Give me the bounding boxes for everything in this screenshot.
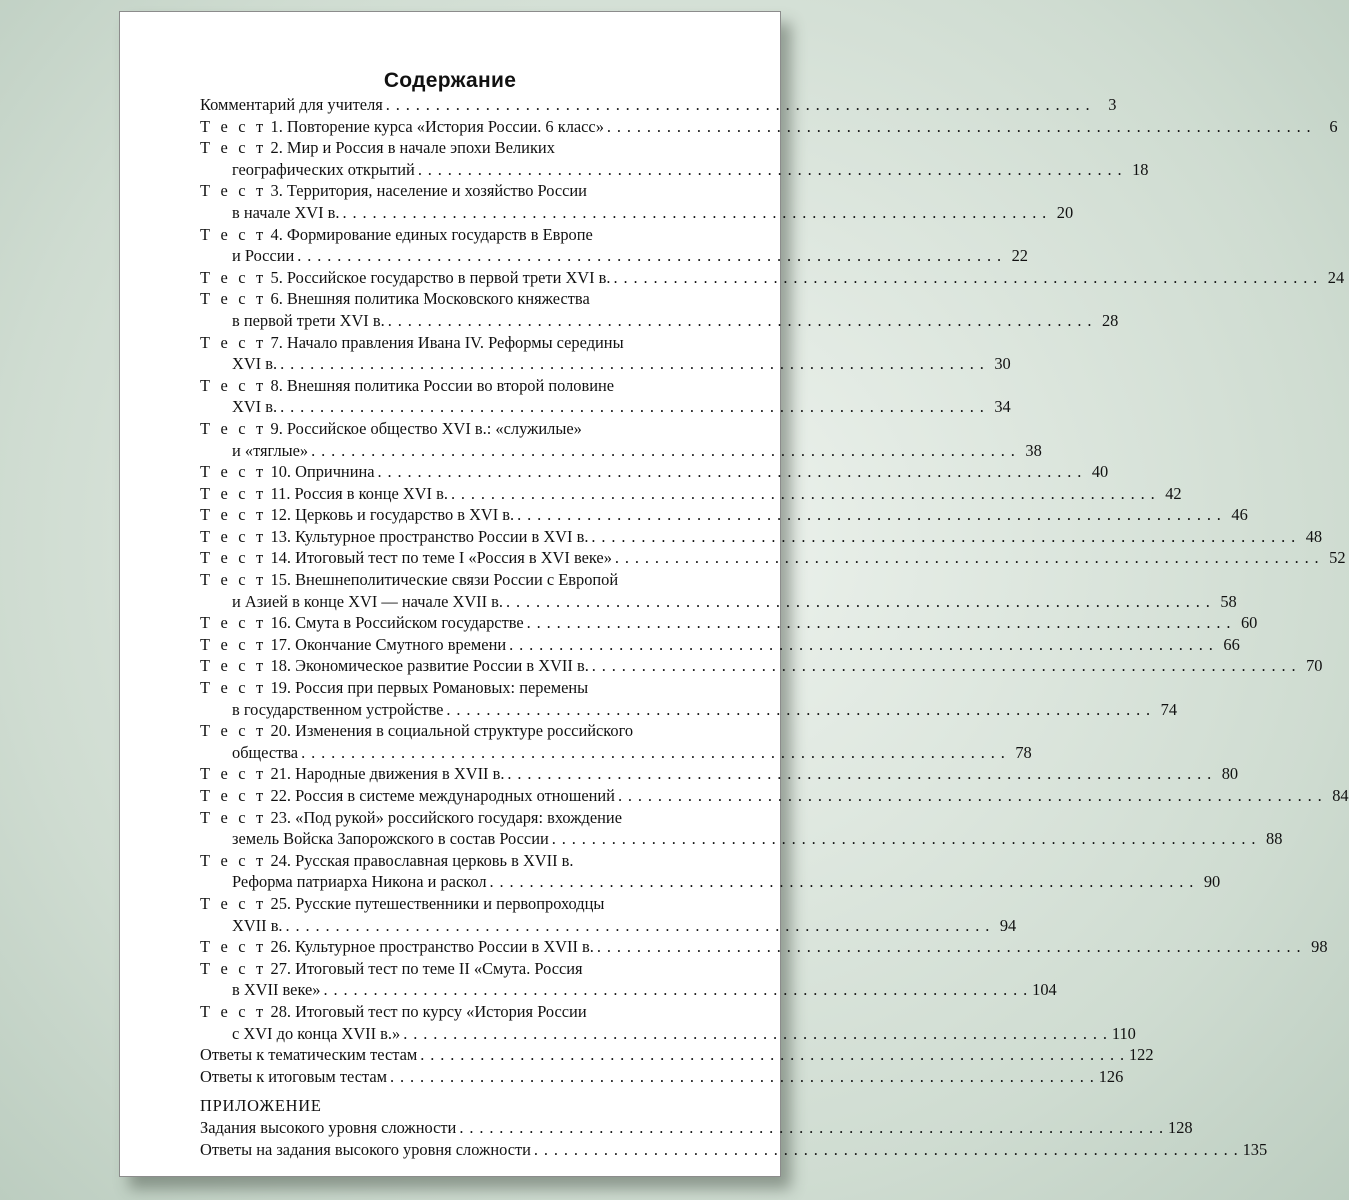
toc-entry-line [200,526,1323,548]
toc-entry-title: 20. Изменения в социальной структуре российского [270,721,634,741]
toc-entry-title: Реформа патриарха Никона и раскол [232,872,487,892]
toc-entry-title: 10. Опричнина [270,462,375,482]
toc-entry-text [200,936,594,958]
toc-entry[interactable] [200,655,1323,677]
toc-entry-line [200,137,704,159]
page-number: 34 [994,397,1011,417]
toc-entry-line [200,634,1240,656]
toc-entry[interactable] [200,1001,1136,1044]
page-number: 6 [1329,116,1338,136]
dot-leader: . . . . . . . . . . . . . . . . . . . . . . . . . . . . . . . . . . . . . . . . . . . . . . . . . . . . . . . . . . . . . . . . . . . . . . . [506,591,1211,611]
dot-leader: . . . . . . . . . . . . . . . . . . . . . . . . . . . . . . . . . . . . . . . . . . . . . . . . . . . . . . . . . . . . . . . . . . . . . . . [342,202,1048,222]
test-prefix: Т е с т [200,570,267,590]
test-prefix: Т е с т [200,418,267,438]
toc-entry-text [200,763,504,785]
page-number: 98 [1311,937,1328,957]
toc-entry-text [200,375,614,397]
dot-leader: . . . . . . . . . . . . . . . . . . . . . . . . . . . . . . . . . . . . . . . . . . . . . . . . . . . . . . . . . . . . . . . . . . . . . . . [613,267,1319,287]
page-number: 18 [1132,159,1149,179]
toc-entry[interactable] [200,94,1117,116]
toc-entry-text [200,1117,456,1139]
toc-entry-title: 1. Повторение курса «История России. 6 класс» [270,116,604,136]
page-number: 38 [1025,440,1042,460]
toc-entry-line [200,461,1109,483]
toc-entry-title: и Азией в конце XVI — начале XVII в. [232,591,504,611]
toc-entry-title: в начале XVI в. [232,202,340,222]
toc-entry-title: 8. Внешняя политика России во второй половине [270,375,615,395]
dot-leader: . . . . . . . . . . . . . . . . . . . . . . . . . . . . . . . . . . . . . . . . . . . . . . . . . . . . . . . . . . . . . . . . . . . . . . . [311,440,1016,460]
page-number: 94 [999,915,1017,935]
toc-entry-text [200,332,624,354]
toc-entry-text [200,547,612,569]
test-prefix: Т е с т [200,937,267,957]
toc-entry-text [232,1023,400,1045]
toc-entry-title: 26. Культурное пространство России в XVII в. [270,937,594,957]
toc-entry-text [232,979,320,1001]
toc-entry-title: Ответы к тематическим тестам [200,1045,418,1065]
dot-leader: . . . . . . . . . . . . . . . . . . . . . . . . . . . . . . . . . . . . . . . . . . . . . . . . . . . . . . . . . . . . . . . . . . . . . . . [280,397,985,417]
toc-entry-title: 28. Итоговый тест по курсу «История России [270,1001,587,1021]
toc-entry-continuation [200,742,1032,764]
test-prefix: Т е с т [200,332,267,352]
toc-entry[interactable] [200,180,1074,223]
toc-entry-line [200,547,1346,569]
toc-entry-text [200,1139,531,1161]
toc-entry-text [200,655,589,677]
test-prefix: Т е с т [200,138,267,158]
toc-entry-line [200,655,1323,677]
toc-entry-title: 11. Россия в конце XVI в. [270,483,448,503]
toc-entry-continuation [200,159,1149,181]
toc-entry-continuation [200,828,1283,850]
dot-leader: . . . . . . . . . . . . . . . . . . . . . . . . . . . . . . . . . . . . . . . . . . . . . . . . . . . . . . . . . . . . . . . . . . . . . . . [517,505,1222,525]
page-title: Содержание [383,69,517,92]
toc-entry-text [200,634,506,656]
toc-entry-title: с XVI до конца XVII в.» [232,1023,401,1043]
toc-entry-title: XVI в. [232,354,278,374]
toc-entry[interactable] [200,1044,1154,1066]
toc-entry-text [232,915,283,937]
toc-entry-title: 6. Внешняя политика Московского княжества [270,289,590,309]
toc-entry-title: 23. «Под рукой» российского государя: вхождение [270,807,622,827]
toc-entry[interactable] [200,893,1017,936]
toc-entry-text [232,310,385,332]
toc-entry-title: 22. Россия в системе международных отношений [270,786,615,805]
dot-leader: . . . . . . . . . . . . . . . . . . . . . . . . . . . . . . . . . . . . . . . . . . . . . . . . . . . . . . . . . . . . . . . . . . . . . . . [446,699,1152,719]
page-number: 42 [1165,483,1182,503]
toc-entry-line [200,418,704,440]
test-prefix: Т е с т [200,786,267,805]
page-number: 52 [1329,548,1346,568]
toc-entry-text [200,1001,587,1023]
dot-leader: . . . . . . . . . . . . . . . . . . . . . . . . . . . . . . . . . . . . . . . . . . . . . . . . . . . . . . . . . . . . . . . . . . . . . . . [606,116,1312,136]
toc-entry-text [200,677,588,699]
toc-entry-title: 16. Смута в Российском государстве [270,613,524,633]
toc-entry-text [232,396,277,418]
toc-entry-text [200,461,375,483]
page-number: 46 [1231,505,1248,525]
toc-entry-continuation [200,1023,1136,1045]
page-number: 48 [1305,526,1323,546]
toc-entry-text [200,288,590,310]
dot-leader: . . . . . . . . . . . . . . . . . . . . . . . . . . . . . . . . . . . . . . . . . . . . . . . . . . . . . . . . . . . . . . . . . . . . . . . [591,656,1297,676]
toc-entry-continuation [200,440,1042,462]
toc-appendix-list [200,1117,1268,1160]
toc-entry-continuation [200,310,1119,332]
toc-entry-text [200,720,633,742]
test-prefix: Т е с т [200,224,267,244]
test-prefix: Т е с т [200,764,267,784]
toc-entry-line [200,677,704,699]
toc-entry-continuation [200,871,1221,893]
toc-entry-continuation [200,591,1237,613]
toc-entry-text [232,245,294,267]
toc-entry[interactable] [200,547,1346,569]
toc-entry-line [200,612,1258,634]
dot-leader: . . . . . . . . . . . . . . . . . . . . . . . . . . . . . . . . . . . . . . . . . . . . . . . . . . . . . . . . . . . . . . . . . . . . . . . [526,613,1232,633]
page-number: 84 [1332,786,1349,805]
toc-entry[interactable] [200,1066,1124,1088]
page-number: 110 [1111,1023,1136,1043]
toc-entry-text [232,353,277,375]
page-number: 66 [1223,634,1240,654]
toc-entry-title: 4. Формирование единых государств в Европе [270,224,593,244]
page-number: 30 [994,354,1011,374]
page-number: 22 [1011,246,1028,266]
test-prefix: Т е с т [200,958,267,978]
page-number: 135 [1242,1139,1268,1159]
toc-entry[interactable] [200,677,1178,720]
test-prefix: Т е с т [200,807,267,827]
toc-entry[interactable] [200,785,1349,807]
test-prefix: Т е с т [200,548,267,568]
toc-entry-title: и России [232,246,295,266]
toc-entry[interactable] [200,288,1119,331]
dot-leader: . . . . . . . . . . . . . . . . . . . . . . . . . . . . . . . . . . . . . . . . . . . . . . . . . . . . . . . . . . . . . . . . . . . . . . . [614,548,1320,568]
toc-entry-text [200,180,587,202]
toc-entry-title: 12. Церковь и государство в XVI в. [270,505,515,525]
toc-entry-text [200,850,573,872]
test-prefix: Т е с т [200,850,267,870]
toc-entry[interactable] [200,958,1057,1001]
toc-entry-continuation [200,699,1178,721]
toc-main-list [200,94,1349,1087]
toc-entry-text [232,591,503,613]
page-number: 3 [1108,95,1117,114]
toc-entry[interactable] [200,936,1328,958]
table-of-contents [200,94,1349,1160]
page-number: 58 [1220,591,1237,611]
page-number: 60 [1240,613,1258,633]
toc-entry-text [200,1066,387,1088]
toc-entry-text [200,137,555,159]
toc-entry-title: в первой трети XVI в. [232,310,385,330]
page-number: 74 [1160,699,1178,719]
toc-entry-line [200,1066,1124,1088]
dot-leader: . . . . . . . . . . . . . . . . . . . . . . . . . . . . . . . . . . . . . . . . . . . . . . . . . . . . . . . . . . . . . . . . . . . . . . . [507,764,1213,784]
test-prefix: Т е с т [200,721,267,741]
toc-entry-title: 24. Русская православная церковь в XVII в. [270,850,574,870]
dot-leader: . . . . . . . . . . . . . . . . . . . . . . . . . . . . . . . . . . . . . . . . . . . . . . . . . . . . . . . . . . . . . . . . . . . . . . . [323,980,1029,1000]
toc-entry-text [232,742,298,764]
dot-leader: . . . . . . . . . . . . . . . . . . . . . . . . . . . . . . . . . . . . . . . . . . . . . . . . . . . . . . . . . . . . . . . . . . . . . . . [385,95,1091,114]
page-number: 28 [1101,310,1119,330]
toc-entry-text [200,418,582,440]
toc-entry-title: 9. Российское общество XVI в.: «служилые» [270,418,582,438]
toc-entry-text [200,807,622,829]
toc-entry-text [200,504,514,526]
test-prefix: Т е с т [200,656,267,676]
toc-entry[interactable] [200,569,1237,612]
toc-entry-title: 25. Русские путешественники и первопроходцы [270,893,605,913]
toc-entry-line [200,483,1182,505]
toc-entry[interactable] [200,461,1109,483]
toc-entry-title: 18. Экономическое развитие России в XVII в. [270,656,589,676]
dot-leader: . . . . . . . . . . . . . . . . . . . . . . . . . . . . . . . . . . . . . . . . . . . . . . . . . . . . . . . . . . . . . . . . . . . . . . . [417,159,1123,179]
toc-entry-continuation [200,202,1074,224]
toc-entry-text [200,1044,417,1066]
toc-entry-line [200,1001,704,1023]
toc-entry-line [200,375,704,397]
toc-entry-line [200,720,704,742]
toc-entry[interactable] [200,116,1338,138]
toc-entry-line [200,1117,1193,1139]
page-number: 104 [1032,980,1057,1000]
toc-entry-title: Задания высокого уровня сложности [200,1117,457,1137]
toc-entry-text [232,159,415,181]
toc-entry-line [200,785,1349,807]
test-prefix: Т е с т [200,483,267,503]
page-number: 20 [1056,202,1074,222]
toc-entry-line [200,288,704,310]
dot-leader: . . . . . . . . . . . . . . . . . . . . . . . . . . . . . . . . . . . . . . . . . . . . . . . . . . . . . . . . . . . . . . . . . . . . . . . [509,634,1214,654]
page-number: 40 [1091,462,1109,482]
toc-entry-line [200,224,704,246]
toc-entry-title: 2. Мир и Россия в начале эпохи Великих [270,138,555,158]
test-prefix: Т е с т [200,181,267,201]
toc-entry-continuation [200,915,1017,937]
page-number: 90 [1203,872,1221,892]
test-prefix: Т е с т [200,634,267,654]
page-number: 88 [1266,829,1283,849]
toc-entry-title: Ответы на задания высокого уровня сложности [200,1139,531,1159]
toc-entry-text [232,202,340,224]
test-prefix: Т е с т [200,375,267,395]
toc-entry[interactable] [200,224,1028,267]
dot-leader: . . . . . . . . . . . . . . . . . . . . . . . . . . . . . . . . . . . . . . . . . . . . . . . . . . . . . . . . . . . . . . . . . . . . . . . [459,1117,1164,1137]
dot-leader: . . . . . . . . . . . . . . . . . . . . . . . . . . . . . . . . . . . . . . . . . . . . . . . . . . . . . . . . . . . . . . . . . . . . . . . [390,1066,1095,1086]
toc-entry[interactable] [200,807,1283,850]
toc-entry-text [200,785,615,807]
test-prefix: Т е с т [200,613,267,633]
page-number: 78 [1015,742,1032,762]
toc-entry-title: в государственном устройстве [232,699,444,719]
toc-entry-text [200,224,593,246]
toc-entry-text [200,94,383,116]
toc-entry-title: 13. Культурное пространство России в XVI в. [270,526,589,546]
dot-leader: . . . . . . . . . . . . . . . . . . . . . . . . . . . . . . . . . . . . . . . . . . . . . . . . . . . . . . . . . . . . . . . . . . . . . . . [285,915,991,935]
dot-leader: . . . . . . . . . . . . . . . . . . . . . . . . . . . . . . . . . . . . . . . . . . . . . . . . . . . . . . . . . . . . . . . . . . . . . . . [297,246,1002,266]
dot-leader: . . . . . . . . . . . . . . . . . . . . . . . . . . . . . . . . . . . . . . . . . . . . . . . . . . . . . . . . . . . . . . . . . . . . . . . [596,937,1302,957]
toc-entry-title: XVII в. [232,915,283,935]
toc-entry[interactable] [200,720,1032,763]
test-prefix: Т е с т [200,267,267,287]
toc-entry-line [200,116,1338,138]
toc-entry[interactable] [200,375,1011,418]
appendix-heading: ПРИЛОЖЕНИЕ [200,1096,322,1116]
toc-entry-text [200,483,448,505]
dot-leader: . . . . . . . . . . . . . . . . . . . . . . . . . . . . . . . . . . . . . . . . . . . . . . . . . . . . . . . . . . . . . . . . . . . . . . . [450,483,1156,503]
toc-entry-text [232,828,549,850]
test-prefix: Т е с т [200,526,267,546]
toc-entry-title: и «тяглые» [232,440,309,460]
dot-leader: . . . . . . . . . . . . . . . . . . . . . . . . . . . . . . . . . . . . . . . . . . . . . . . . . . . . . . . . . . . . . . . . . . . . . . . [591,526,1297,546]
toc-entry[interactable] [200,504,1248,526]
toc-entry-title: 17. Окончание Смутного времени [270,634,507,654]
toc-entry[interactable] [200,612,1258,634]
toc-entry-line [200,569,704,591]
test-prefix: Т е с т [200,289,267,309]
toc-entry-line [200,893,704,915]
toc-entry-line [200,958,704,980]
toc-entry-title: Ответы к итоговым тестам [200,1066,388,1086]
toc-entry-continuation [200,396,1011,418]
toc-entry-text [200,612,524,634]
toc-entry-text [200,116,604,138]
toc-entry[interactable] [200,332,1011,375]
dot-leader: . . . . . . . . . . . . . . . . . . . . . . . . . . . . . . . . . . . . . . . . . . . . . . . . . . . . . . . . . . . . . . . . . . . . . . . [533,1139,1239,1159]
toc-entry-text [200,267,611,289]
toc-entry-text [232,440,308,462]
page-number: 128 [1168,1117,1193,1137]
toc-entry-text [200,958,583,980]
toc-entry-line [200,267,1345,289]
toc-entry-continuation [200,979,1057,1001]
test-prefix: Т е с т [200,462,267,482]
page-number: 80 [1221,764,1239,784]
toc-entry-text [232,699,443,721]
toc-entry-title: 27. Итоговый тест по теме II «Смута. Россия [270,958,583,978]
toc-entry-title: XVI в. [232,397,278,417]
toc-entry-title: земель Войска Запорожского в состав России [232,829,549,849]
toc-entry-title: 19. Россия при первых Романовых: перемены [270,678,589,698]
toc-entry-title: 21. Народные движения в XVII в. [270,764,505,784]
test-prefix: Т е с т [200,1001,267,1021]
toc-entry[interactable] [200,418,1042,461]
toc-entry-text [232,871,487,893]
toc-entry[interactable] [200,267,1345,289]
test-prefix: Т е с т [200,678,267,698]
dot-leader: . . . . . . . . . . . . . . . . . . . . . . . . . . . . . . . . . . . . . . . . . . . . . . . . . . . . . . . . . . . . . . . . . . . . . . . [387,310,1093,330]
toc-entry-continuation [200,353,1011,375]
toc-entry-line [200,332,704,354]
toc-entry-title: 7. Начало правления Ивана IV. Реформы середины [270,332,624,352]
toc-entry[interactable] [200,1139,1268,1161]
toc-entry[interactable] [200,137,1149,180]
toc-entry-title: 5. Российское государство в первой трети XVI в. [270,267,611,287]
toc-entry-title: географических открытий [232,159,415,179]
toc-entry-line [200,807,704,829]
dot-leader: . . . . . . . . . . . . . . . . . . . . . . . . . . . . . . . . . . . . . . . . . . . . . . . . . . . . . . . . . . . . . . . . . . . . . . . [617,786,1323,805]
dot-leader: . . . . . . . . . . . . . . . . . . . . . . . . . . . . . . . . . . . . . . . . . . . . . . . . . . . . . . . . . . . . . . . . . . . . . . . [280,354,985,374]
toc-entry-line [200,763,1239,785]
dot-leader: . . . . . . . . . . . . . . . . . . . . . . . . . . . . . . . . . . . . . . . . . . . . . . . . . . . . . . . . . . . . . . . . . . . . . . . [301,742,1006,762]
toc-entry-text [200,893,604,915]
toc-entry[interactable] [200,763,1239,785]
toc-entry-line [200,504,1248,526]
book-page [119,11,1349,1177]
toc-entry-line [200,1044,1154,1066]
toc-entry-title: 15. Внешнеполитические связи России с Европой [270,570,619,590]
toc-entry-text [200,526,588,548]
test-prefix: Т е с т [200,116,267,136]
dot-leader: . . . . . . . . . . . . . . . . . . . . . . . . . . . . . . . . . . . . . . . . . . . . . . . . . . . . . . . . . . . . . . . . . . . . . . . [377,462,1083,482]
toc-entry-title: Комментарий для учителя [200,95,383,114]
toc-entry-continuation [200,245,1028,267]
toc-entry[interactable] [200,526,1323,548]
toc-entry-line [200,1139,1268,1161]
page-number: 70 [1306,656,1323,676]
dot-leader: . . . . . . . . . . . . . . . . . . . . . . . . . . . . . . . . . . . . . . . . . . . . . . . . . . . . . . . . . . . . . . . . . . . . . . . [403,1023,1108,1043]
toc-entry[interactable] [200,483,1182,505]
toc-entry-line [200,94,1117,116]
toc-entry[interactable] [200,1117,1193,1139]
dot-leader: . . . . . . . . . . . . . . . . . . . . . . . . . . . . . . . . . . . . . . . . . . . . . . . . . . . . . . . . . . . . . . . . . . . . . . . [489,872,1195,892]
toc-entry-title: 14. Итоговый тест по теме I «Россия в XVI веке» [270,548,612,568]
page-number: 126 [1098,1066,1124,1086]
toc-entry[interactable] [200,634,1240,656]
toc-entry-text [200,569,618,591]
dot-leader: . . . . . . . . . . . . . . . . . . . . . . . . . . . . . . . . . . . . . . . . . . . . . . . . . . . . . . . . . . . . . . . . . . . . . . . [551,829,1257,849]
toc-entry-title: общества [232,742,299,762]
toc-entry-line [200,850,704,872]
dot-leader: . . . . . . . . . . . . . . . . . . . . . . . . . . . . . . . . . . . . . . . . . . . . . . . . . . . . . . . . . . . . . . . . . . . . . . . [420,1045,1125,1065]
toc-entry-line [200,180,704,202]
test-prefix: Т е с т [200,893,267,913]
toc-entry-line [200,936,1328,958]
toc-entry[interactable] [200,850,1221,893]
toc-entry-title: в XVII веке» [232,980,321,1000]
page-number: 122 [1128,1045,1154,1065]
test-prefix: Т е с т [200,505,267,525]
toc-entry-title: 3. Территория, население и хозяйство России [270,181,587,201]
page-number: 24 [1327,267,1345,287]
